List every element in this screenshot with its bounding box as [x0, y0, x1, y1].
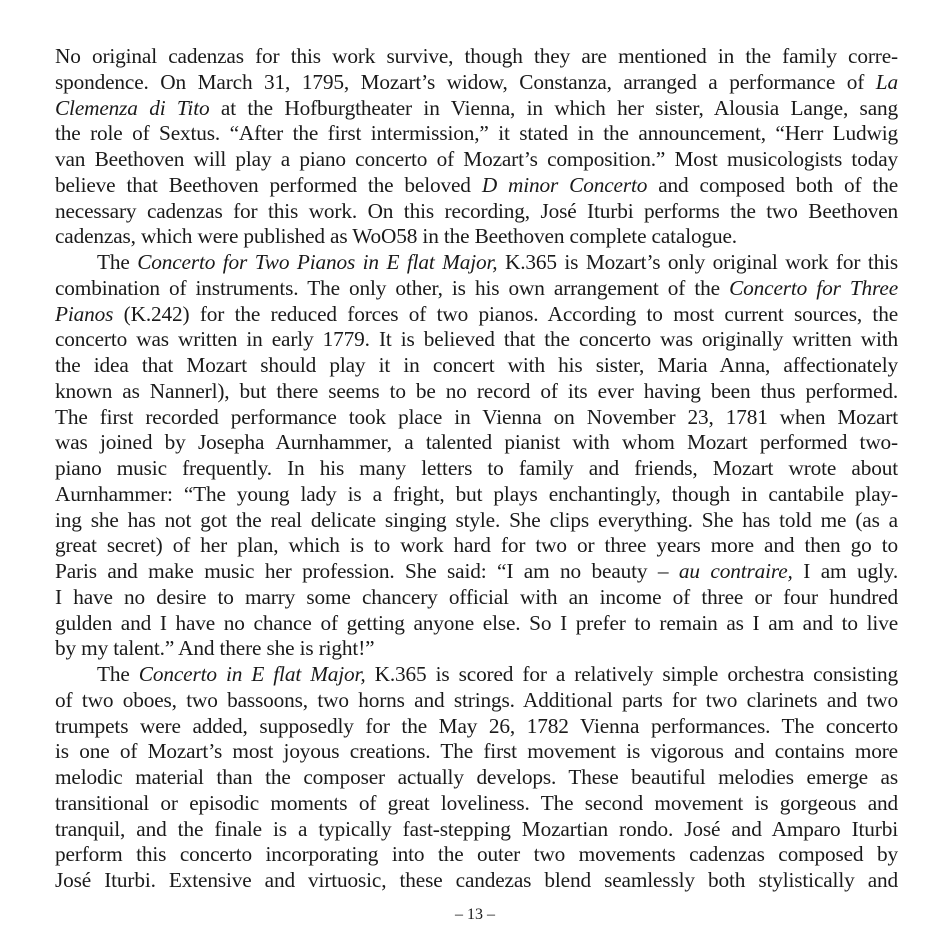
- text-line: [55, 353, 898, 379]
- text-run: and composed both of the: [647, 172, 898, 197]
- text-line: [55, 662, 898, 688]
- text-line: [55, 70, 898, 96]
- text-line: [55, 224, 898, 250]
- text-line: [55, 250, 898, 276]
- text-run: perform this concerto incorporating into the outer two movements cadenzas composed by: [55, 842, 898, 867]
- paragraph: [55, 44, 898, 250]
- paragraph: [55, 250, 898, 662]
- text-run: transitional or episodic moments of great loveliness. The second movement is gorgeous and: [55, 790, 898, 815]
- text-line: [55, 842, 898, 868]
- text-line: [55, 44, 898, 70]
- text-run: was joined by Josepha Aurnhammer, a talented pianist with whom Mozart performed two-: [55, 430, 898, 455]
- text-run: K.365 is Mozart’s only original work for this: [497, 250, 898, 274]
- text-line: [55, 559, 898, 585]
- text-line: [55, 533, 898, 559]
- italic-text: Pianos: [55, 301, 114, 326]
- text-run: at the Hofburgtheater in Vienna, in which her sister, Alousia Lange, sang: [209, 95, 898, 120]
- text-line: [55, 817, 898, 843]
- text-line: [55, 379, 898, 405]
- document-body: [55, 44, 898, 894]
- paragraph: [55, 662, 898, 894]
- text-run: is one of Mozart’s most joyous creations. The first movement is vigorous and contains more: [55, 739, 898, 764]
- text-line: [55, 199, 898, 225]
- text-line: [55, 508, 898, 534]
- text-run: concerto was written in early 1779. It is believed that the concerto was originally written with: [55, 327, 898, 352]
- text-line: [55, 739, 898, 765]
- text-line: [55, 688, 898, 714]
- text-run: cadenzas, which were published as WoO58 in the Beethoven complete catalogue.: [55, 224, 737, 249]
- text-line: [55, 173, 898, 199]
- text-run: I have no desire to marry some chancery official with an income of three or four hundred: [55, 584, 898, 609]
- text-run: combination of instruments. The only other, is his own arrangement of the: [55, 275, 730, 300]
- text-run: gulden and I have no chance of getting anyone else. So I prefer to remain as I am and to live: [55, 610, 898, 635]
- text-run: piano music frequently. In his many letters to family and friends, Mozart wrote about: [55, 456, 898, 480]
- text-run: believe that Beethoven performed the beloved: [55, 172, 482, 197]
- text-run: Paris and make music her profession. She said: “I am no beauty –: [55, 559, 679, 583]
- text-line: [55, 765, 898, 791]
- text-line: [55, 96, 898, 122]
- text-run: spondence. On March 31, 1795, Mozart’s widow, Constanza, arranged a performance of: [55, 69, 876, 94]
- text-run: The first recorded performance took place in Vienna on November 23, 1781 when Mozart: [55, 404, 898, 429]
- text-line: [55, 791, 898, 817]
- text-run: the idea that Mozart should play it in concert with his sister, Maria Anna, affectionately: [55, 353, 898, 377]
- italic-text: La: [875, 69, 898, 94]
- text-run: Aurnhammer: “The young lady is a fright, but plays enchantingly, though in cantabile play-: [55, 481, 898, 506]
- italic-text: Concerto for Three: [729, 275, 898, 300]
- text-run: known as Nannerl), but there seems to be no record of its ever having been thus performed.: [55, 378, 898, 403]
- italic-text: D minor Concerto: [481, 172, 648, 197]
- text-line: [55, 714, 898, 740]
- text-run: tranquil, and the finale is a typically fast-stepping Mozartian rondo. José and Amparo Iturbi: [55, 816, 898, 841]
- text-line: [55, 636, 898, 662]
- text-run: trumpets were added, supposedly for the May 26, 1782 Vienna performances. The concerto: [55, 713, 898, 738]
- text-run: The: [97, 662, 139, 686]
- text-line: [55, 302, 898, 328]
- text-run: (K.242) for the reduced forces of two pianos. According to most current sources, the: [113, 301, 898, 326]
- text-line: [55, 482, 898, 508]
- italic-text: Clemenza di Tito: [55, 95, 210, 120]
- italic-text: Concerto in E flat Major,: [138, 662, 366, 686]
- text-run: ing she has not got the real delicate singing style. She clips everything. She has told me (as a: [55, 507, 898, 532]
- text-run: José Iturbi. Extensive and virtuosic, these candezas blend seamlessly both stylistically and: [55, 868, 898, 892]
- text-run: melodic material than the composer actually develops. These beautiful melodies emerge as: [55, 765, 898, 789]
- text-run: No original cadenzas for this work survive, though they are mentioned in the family corre-: [55, 44, 898, 68]
- text-run: van Beethoven will play a piano concerto of Mozart’s composition.” Most musicologists today: [55, 147, 898, 171]
- text-line: [55, 121, 898, 147]
- text-line: [55, 456, 898, 482]
- text-run: by my talent.” And there she is right!”: [55, 636, 375, 661]
- italic-text: au contraire,: [678, 559, 793, 583]
- text-run: I am ugly.: [792, 559, 898, 583]
- text-line: [55, 405, 898, 431]
- text-line: [55, 585, 898, 611]
- text-line: [55, 327, 898, 353]
- text-run: The: [97, 250, 138, 274]
- text-run: necessary cadenzas for this work. On this recording, José Iturbi performs the two Beethoven: [55, 198, 898, 223]
- text-line: [55, 611, 898, 637]
- text-line: [55, 147, 898, 173]
- text-run: great secret) of her plan, which is to work hard for two or three years more and then go to: [55, 533, 898, 558]
- text-line: [55, 276, 898, 302]
- text-run: of two oboes, two bassoons, two horns and strings. Additional parts for two clarinets and two: [55, 687, 898, 712]
- text-line: [55, 430, 898, 456]
- page-number: – 13 –: [455, 906, 495, 923]
- text-run: the role of Sextus. “After the first intermission,” it stated in the announcement, “Herr Ludwig: [55, 121, 898, 146]
- italic-text: Concerto for Two Pianos in E flat Major,: [137, 250, 498, 274]
- text-run: K.365 is scored for a relatively simple orchestra consisting: [365, 662, 898, 686]
- text-line: [55, 868, 898, 894]
